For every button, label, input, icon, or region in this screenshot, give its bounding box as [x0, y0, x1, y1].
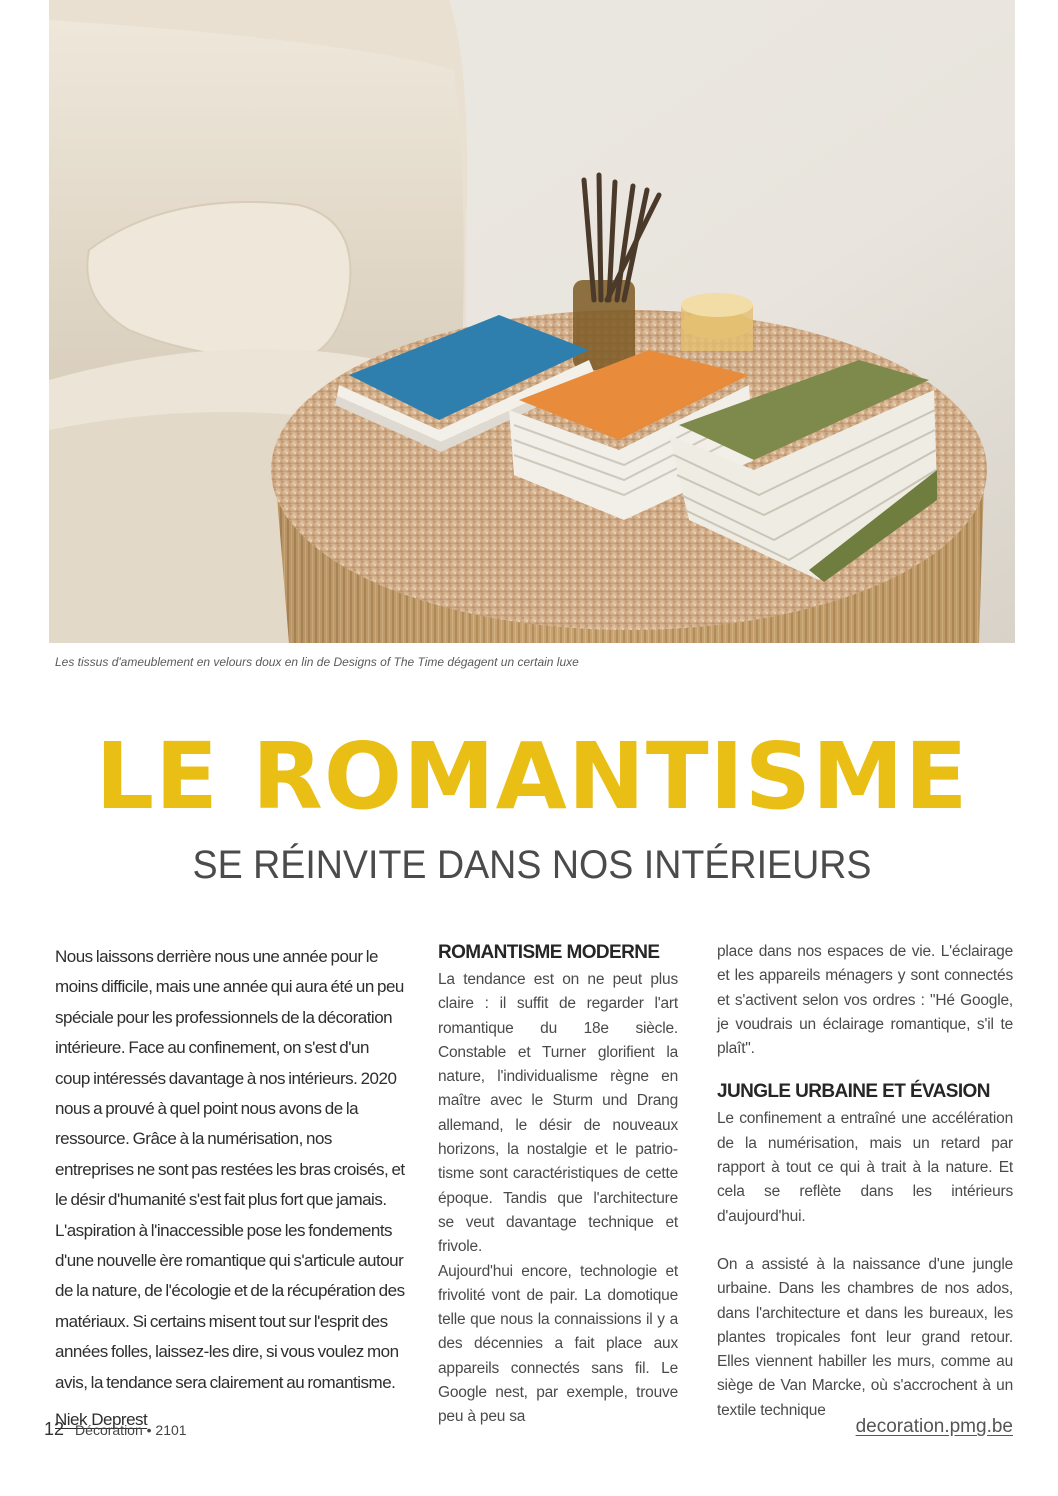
body-paragraph: Aujourd'hui encore, technologie et frivolité vont de pair. La domotique telle que nous la connaissions il y a des décennies a fait place aux appareils connectés sans fil. Le Google nest, par exemple, trouve peu à peu sa: [438, 1262, 678, 1426]
page-footer-left: [44, 1419, 187, 1440]
hero-photo-illustration: [49, 0, 1015, 643]
body-paragraph: place dans nos espaces de vie. L'éclairage et les appareils ménagers y sont connectés et s'activent selon vos ordres : "Hé Google, je voudrais un éclairage romantique, s'il te plaît".: [717, 943, 1013, 1058]
intro-column: [55, 940, 405, 1430]
body-column-2: [438, 940, 678, 1430]
author-name: Niek Deprest: [55, 1410, 148, 1430]
article-subtitle: SE RÉINVITE DANS NOS INTÉRIEURS: [192, 843, 872, 887]
photo-caption: Les tissus d'ameublement en velours doux en lin de Designs of The Time dégagent un certain luxe: [55, 655, 579, 669]
body-paragraph: Le confinement a entraîné une accélération de la numérisation, mais un retard par rapport à tout ce qui à trait à la nature. Et cela se reflète dans les intérieurs d'aujourd'hui.: [717, 1110, 1013, 1225]
hero-photo: [49, 0, 1015, 643]
website-link[interactable]: decoration.pmg.be: [855, 1416, 1013, 1437]
intro-paragraph: Nous laissons derrière nous une année pour le moins difficile, mais une année qui aura été un peu spéciale pour les professionnels de la décoration intérieure. Face au confinement, on s'est d'un coup intéressés davantage à nos intérieurs. 2020 nous a prouvé à quel point nous avons de la ressource. Grâce à la numérisation, nos entreprises ne sont pas restées les bras croisés, et le désir d'humanité s'est fait plus fort que jamais. L'aspiration à l'inaccessible pose les fondements d'une nouvelle ère romantique qui s'articule autour de la nature, de l'écologie et de la récupération des matériaux. Si certains misent tout sur l'esprit des années folles, laissez-les dire, si vous voulez mon avis, la tendance sera clairement au romantisme.: [55, 947, 405, 1392]
section-heading-jungle-urbaine: JUNGLE URBAINE ET ÉVASION: [717, 1081, 990, 1103]
page-number: 12: [44, 1419, 65, 1439]
body-column-3: [717, 940, 1013, 1423]
section-heading-romantisme-moderne: ROMANTISME MODERNE: [438, 942, 660, 963]
publication-issue: Décoration • 2101: [75, 1422, 187, 1438]
article-title: LE ROMANTISME: [95, 723, 969, 830]
body-paragraph: On a assisté à la naissance d'une jungle urbaine. Dans les chambres de nos ados, dans l'architecture et dans les bureaux, les plantes tropicales font leur grand retour. Elles viennent habiller les murs, comme au siège de Van Marcke, où s'accrochent à un textile technique: [717, 1255, 1013, 1419]
body-paragraph: La tendance est on ne peut plus claire : il suffit de regarder l'art romantique du 18e siècle. Constable et Turner glorifient la nature, l'individualisme règne en maître avec le Sturm und Drang allemand, le désir de nouveaux horizons, la nostalgie et le patriotisme sont caractéristiques de cette époque. Tandis que l'architecture se veut davantage technique et frivole.: [438, 971, 678, 1256]
